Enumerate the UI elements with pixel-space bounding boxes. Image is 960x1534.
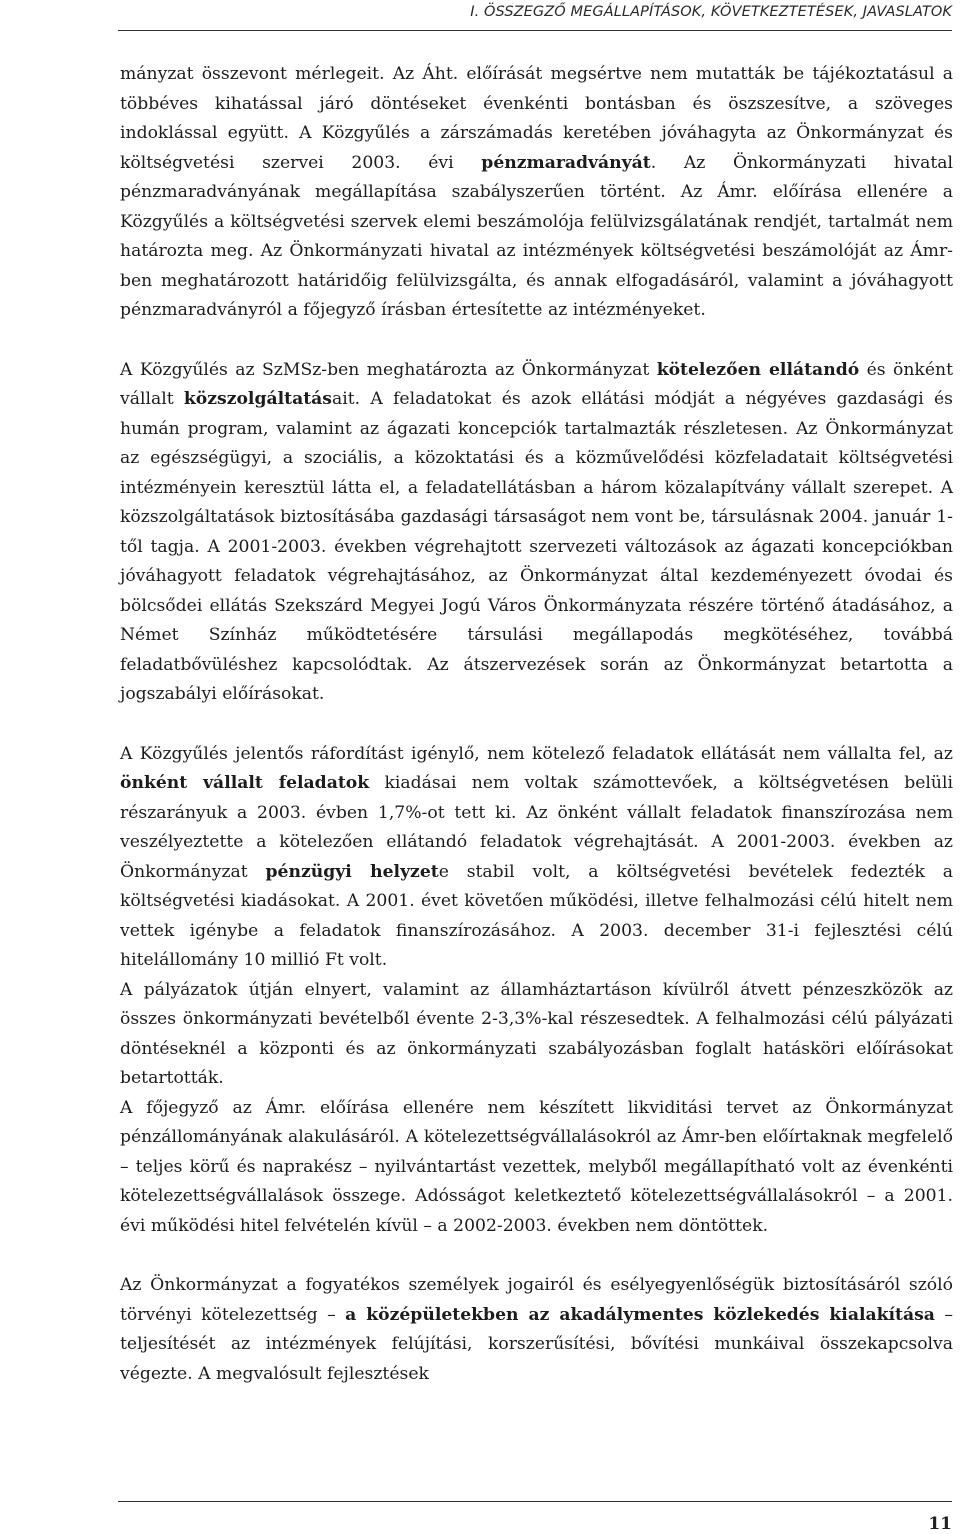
- paragraph: [120, 356, 953, 710]
- running-header: I. ÖSSZEGZŐ MEGÁLLAPÍTÁSOK, KÖVETKEZTETÉSEK, JAVASLATOK: [470, 4, 952, 20]
- text-run: – teljesítését az intézmények felújítási, korszerűsítési, bővítési munkáival összekapcsolva végezte. A megvalósult fejlesztések: [120, 1304, 953, 1384]
- body-text: [120, 60, 953, 1389]
- paragraph: [120, 740, 953, 976]
- text-run: és önként vállalt: [120, 359, 953, 409]
- paragraph: [120, 60, 953, 326]
- page-number: 11: [928, 1514, 952, 1534]
- text-run: mányzat összevont mérlegeit. Az Áht. előírását megsértve nem mutatták be tájékoztatásul a többéves kihatással járó döntéseket évenkénti bontásban és öszszesítve, a szöveges indoklással együtt. A Közgyűlés a zárszámadás keretében jóváhagyta az Önkormányzat és költségvetési szervei 2003. évi: [120, 64, 953, 173]
- text-run: kiadásai nem voltak számottevőek, a költségvetésen belüli részarányuk a 2003. évben 1,7%-ot tett ki. Az önként vállalt feladatok finanszírozása nem veszélyeztette a kötelezően ellátandó feladatok végrehajtását. A 2001-2003. években az Önkormányzat: [120, 773, 953, 882]
- text-run: . Az Önkormányzati hivatal pénzmaradványának megállapítása szabályszerűen történt. Az Ámr. előírása ellenére a Közgyűlés a költségvetési szervek elemi beszámolója felülvizsgálatának rendjét, tartalmát nem határozta meg. Az Önkormányzati hivatal az intézmények költségvetési beszámolóját az Ámr-ben meghatározott határidőig felülvizsgálta, és annak elfogadásáról, valamint a jóváhagyott pénzmaradványról a főjegyző írásban értesítette az intézményeket.: [120, 152, 953, 320]
- bold-phrase: önként vállalt feladatok: [120, 773, 370, 793]
- text-run: e stabil volt, a költségvetési bevételek fedezték a költségvetési kiadásokat. A 2001. évet követően működési, illetve felhalmozási célú hitelt nem vettek igénybe a feladatok finanszírozásához. A 2003. december 31-i fejlesztési célú hitelállomány 10 millió Ft volt.: [120, 861, 954, 970]
- footer-rule: [118, 1501, 952, 1502]
- paragraph: [120, 1271, 953, 1389]
- text-run: A főjegyző az Ámr. előírása ellenére nem készített likviditási tervet az Önkormányzat pénzállományának alakulásáról. A kötelezettségvállalásokról az Ámr-ben előírtaknak megfelelő – teljes körű és naprakész – nyilvántartást vezettek, melyből megállapítható volt az évenkénti kötelezettségvállalások összege. Adósságot keletkeztető kötelezettségvállalásokról – a 2001. évi működési hitel felvételén kívül – a 2002-2003. években nem döntöttek.: [120, 1097, 953, 1236]
- paragraph: [120, 1094, 953, 1242]
- paragraph: [120, 976, 953, 1094]
- bold-phrase: közszolgáltatás: [183, 389, 332, 409]
- text-run: Az Önkormányzat a fogyatékos személyek jogairól és esélyegyenlőségük biztosításáról szóló törvényi kötelezettség –: [120, 1275, 953, 1325]
- bold-phrase: pénzmaradványát: [481, 152, 651, 173]
- bold-phrase: a középületekben az akadálymentes közlekedés kialakítása: [345, 1304, 935, 1325]
- header-rule: [118, 30, 952, 31]
- text-run: A Közgyűlés jelentős ráfordítást igénylő, nem kötelező feladatok ellátását nem vállalta fel, az: [120, 743, 953, 764]
- text-run: A pályázatok útján elnyert, valamint az államháztartáson kívülről átvett pénzeszközök az összes önkormányzati bevételből évente 2-3,3%-kal részesedtek. A felhalmozási célú pályázati döntéseknél a központi és az önkormányzati szabályozásban foglalt hatásköri előírásokat betartották.: [120, 979, 953, 1088]
- bold-phrase: pénzügyi helyzet: [265, 861, 439, 882]
- bold-phrase: kötelezően ellátandó: [656, 359, 860, 380]
- text-run: A Közgyűlés az SzMSz-ben meghatározta az Önkormányzat: [120, 359, 657, 380]
- text-run: ait. A feladatokat és azok ellátási módját a négyéves gazdasági és humán program, valamint az ágazati koncepciók tartalmazták részletesen. Az Önkormányzat az egészségügyi, a szociális, a közoktatási és a közművelődési közfeladatait költségvetési intézményein keresztül látta el, a feladatellátásban a három közalapítvány vállalt szerepet. A közszolgáltatások biztosításába gazdasági társaságot nem vont be, társulásnak 2004. január 1-től tagja. A 2001-2003. években végrehajtott szervezeti változások az ágazati koncepciókban jóváhagyott feladatok végrehajtásához, az Önkormányzat által kezdeményezett óvodai és bölcsődei ellátás Szekszárd Megyei Jogú Város Önkormányzata részére történő átadásához, a Német Színház működtetésére társulási megállapodás megkötéséhez, továbbá feladatbővüléshez kapcsolódtak. Az átszervezések során az Önkormányzat betartotta a jogszabályi előírásokat.: [120, 389, 953, 704]
